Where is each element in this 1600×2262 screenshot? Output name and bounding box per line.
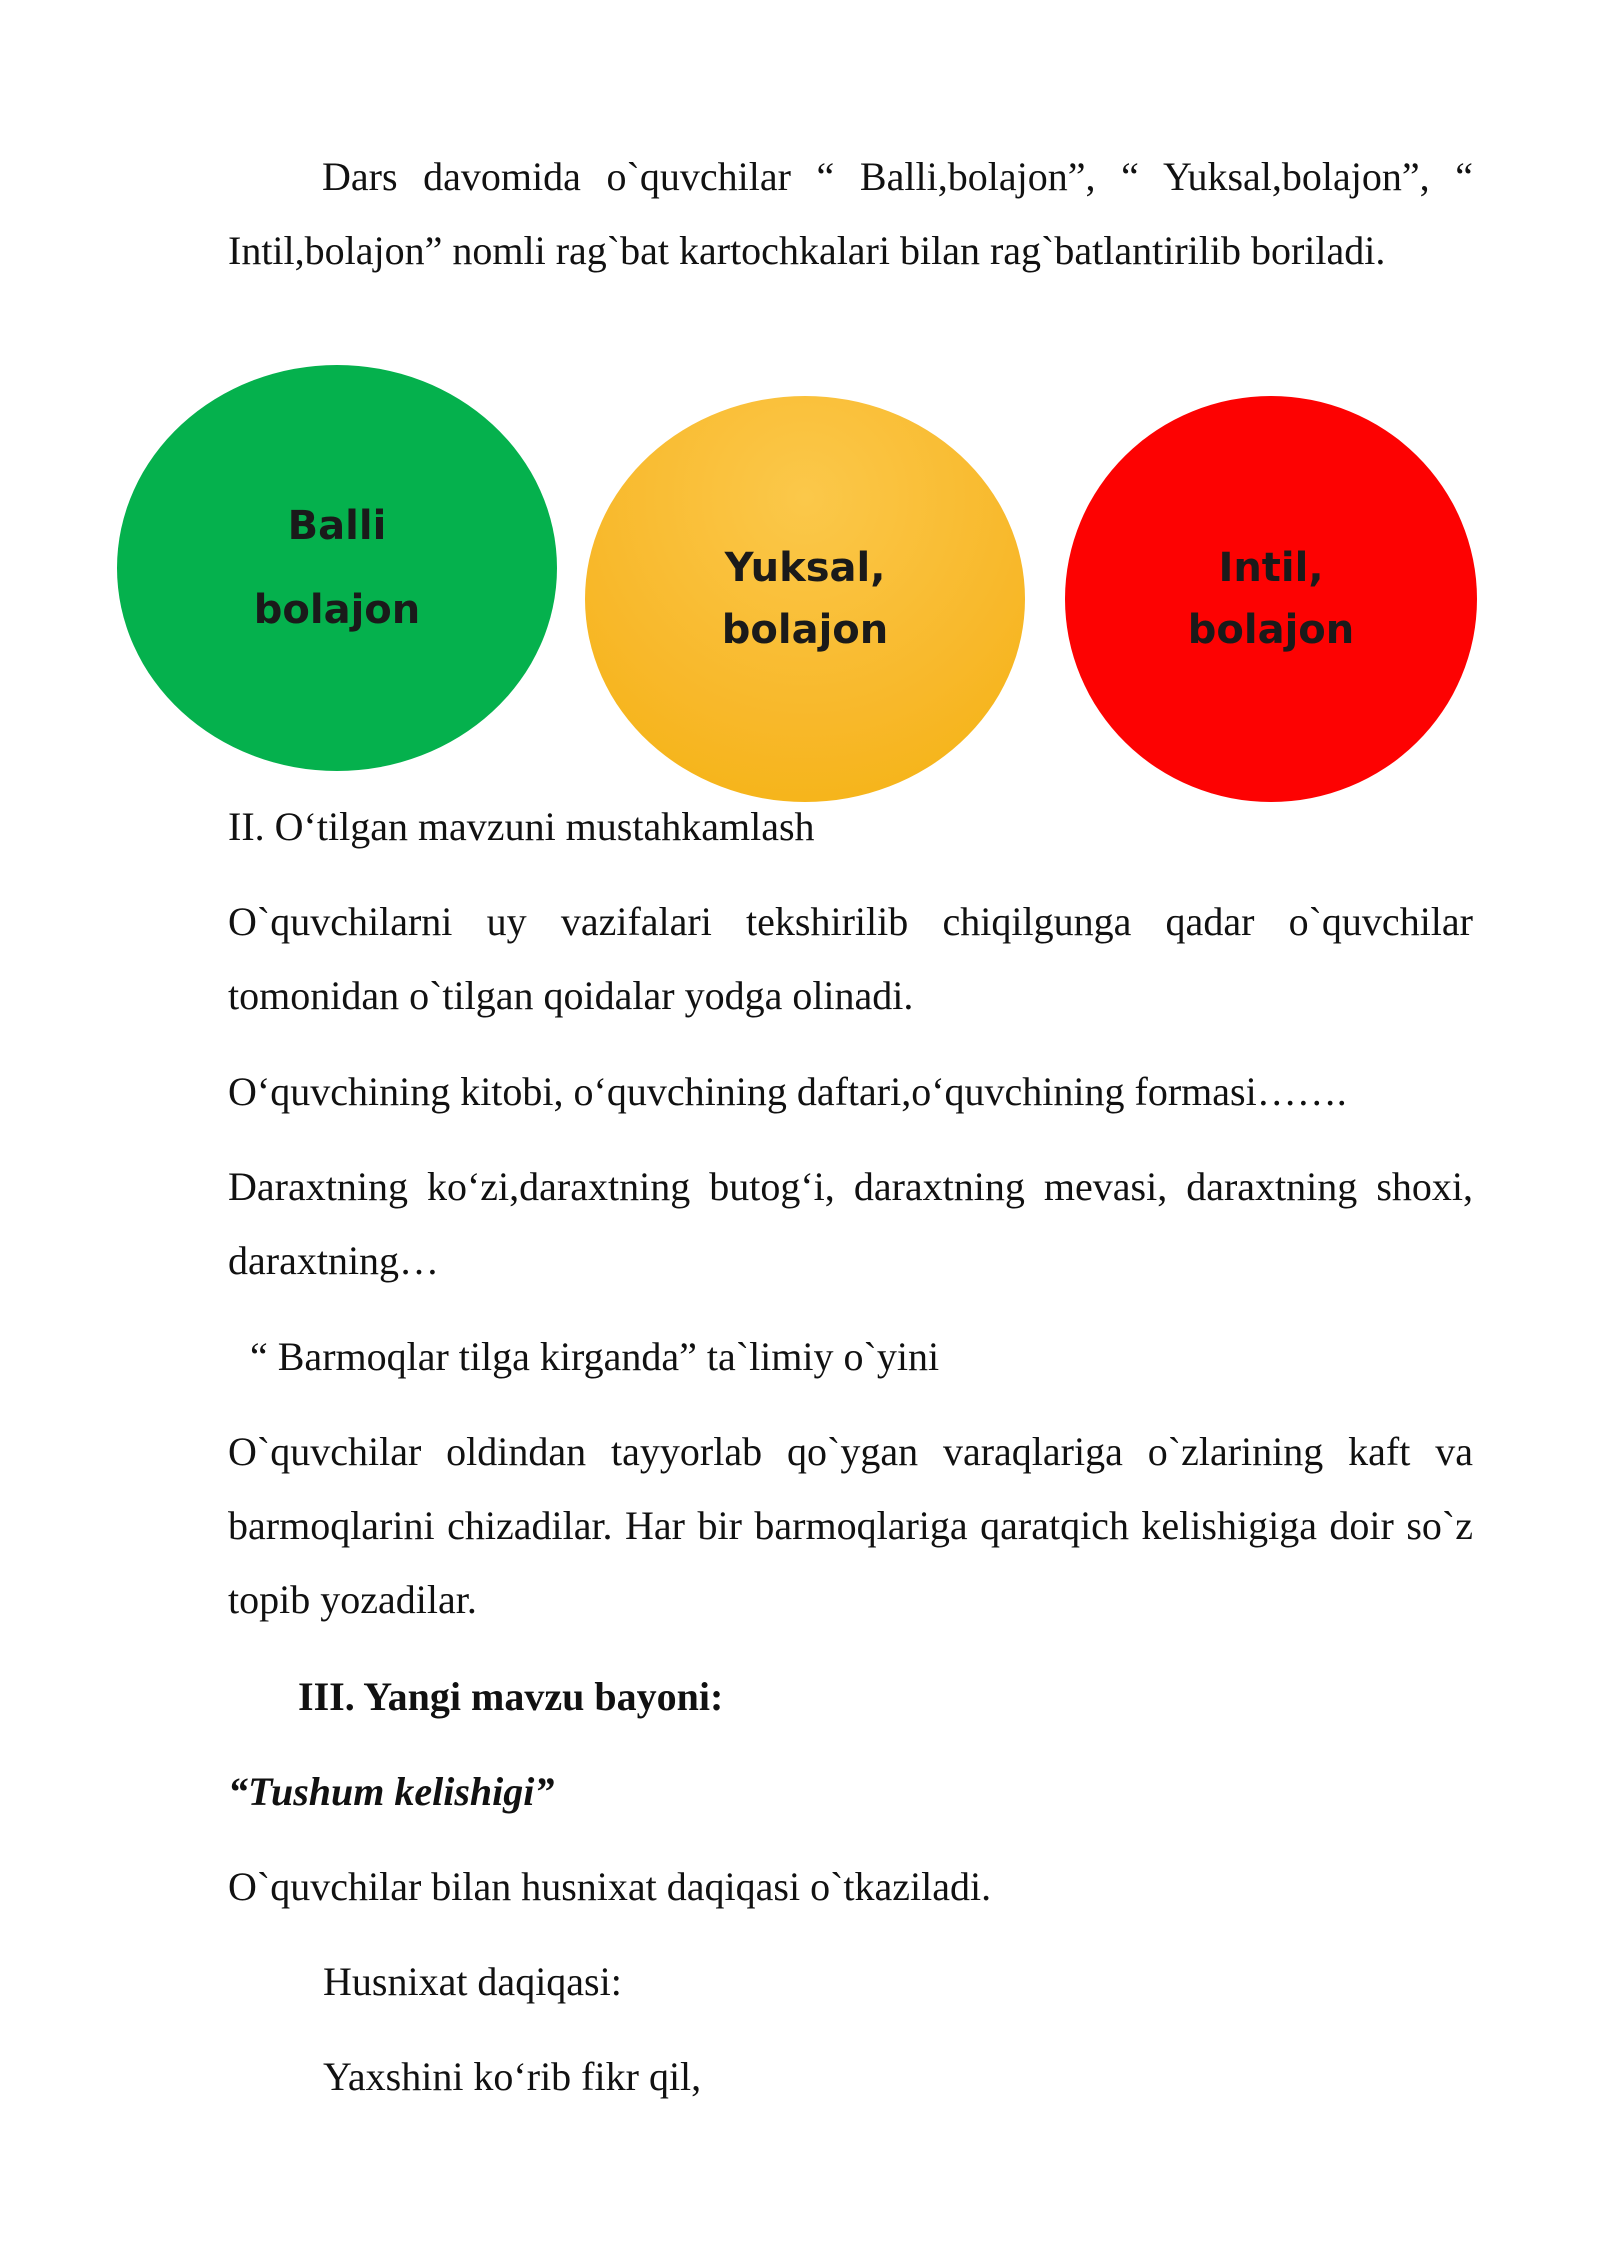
topic-title: “Tushum kelishigi” <box>228 1769 555 1814</box>
game-title: “ Barmoqlar tilga kirganda” ta`limiy o`yini <box>250 1334 940 1379</box>
badge-balli-bolajon <box>117 365 557 771</box>
badge-label: Yuksal, bolajon <box>721 545 889 653</box>
section-2-heading: II. O‘tilgan mavzuni mustahkamlash <box>228 804 815 849</box>
homework-check-paragraph: O`quvchilarni uy vazifalari tekshirilib chiqilgunga qadar o`quvchilar tomonidan o`tilgan qoidalar yodga olinadi. <box>228 899 1473 1018</box>
game-description-paragraph: O`quvchilar oldindan tayyorlab qo`ygan varaqlariga o`zlarining kaft va barmoqlarini chizadilar. Har bir barmoqlariga qaratqich kelishigiga doir so`z topib yozadilar. <box>228 1429 1473 1622</box>
badge-intil-bolajon <box>1065 396 1477 802</box>
calligraphy-intro: O`quvchilar bilan husnixat daqiqasi o`tkaziladi. <box>228 1864 992 1909</box>
calligraphy-line-1: Yaxshini ko‘rib fikr qil, <box>323 2054 702 2099</box>
section-3-heading: III. Yangi mavzu bayoni: <box>298 1674 724 1719</box>
badge-label: Intil, bolajon <box>1187 545 1355 653</box>
badge-yuksal-bolajon <box>585 396 1025 802</box>
calligraphy-label: Husnixat daqiqasi: <box>323 1959 622 2004</box>
badge-label: Balli bolajon <box>253 503 421 633</box>
intro-paragraph: Dars davomida o`quvchilar “ Balli,bolajon”, “ Yuksal,bolajon”, “ Intil,bolajon” nomli rag`bat kartochkalari bilan rag`batlantirilib boriladi. <box>228 154 1473 273</box>
example-possessive-1: O‘quvchining kitobi, o‘quvchining daftari,o‘quvchining formasi……. <box>228 1069 1347 1114</box>
example-possessive-2: Daraxtning ko‘zi,daraxtning butog‘i, daraxtning mevasi, daraxtning shoxi, daraxtning… <box>228 1164 1473 1283</box>
